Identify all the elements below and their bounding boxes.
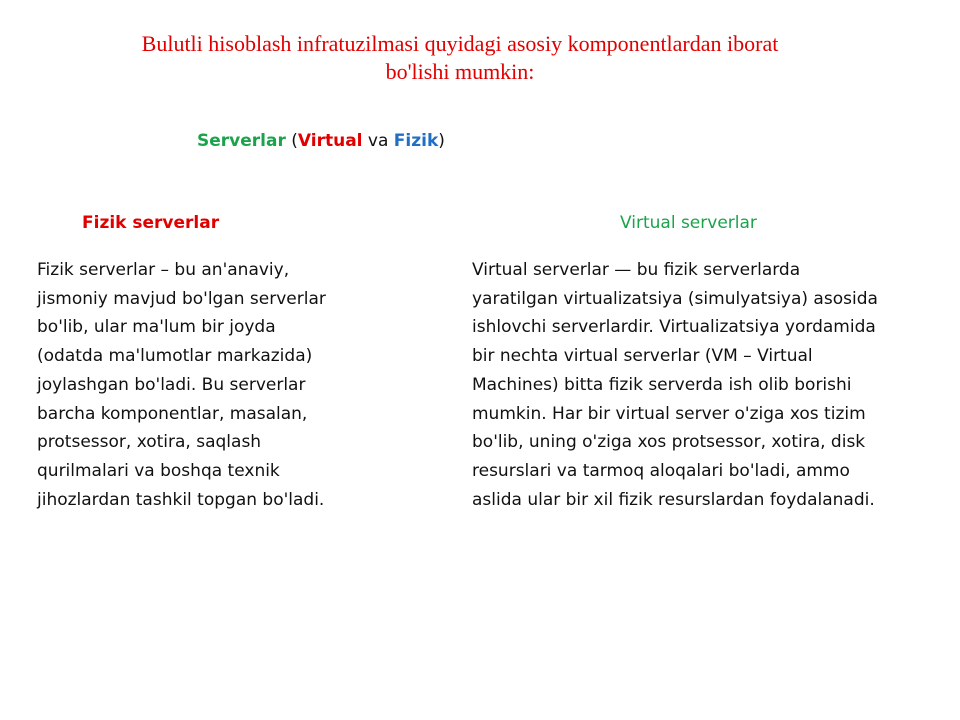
right-column-text: Virtual serverlar — bu fizik serverlarda yaratilgan virtualizatsiya (simulyatsiya) asosida ishlovchi serverlardir. Virtualizatsiya yordamida bir nechta virtual serverlar (VM – Virtual Machines) bitta fizik serverda ish olib borishi mumkin. Har bir virtual server o'ziga xos tizim bo'lib, uning o'ziga xos protsessor, xotira, disk resurslari va tarmoq aloqalari bo'ladi, ammo aslida ular bir xil fizik resurslardan foydalanadi. — [472, 260, 878, 510]
subtitle-fizik: Fizik — [393, 131, 439, 151]
slide-subtitle — [197, 128, 445, 154]
left-column-heading: Fizik serverlar — [82, 213, 220, 233]
left-column-text: Fizik serverlar – bu an'anaviy, jismoniy mavjud bo'lgan serverlar bo'lib, ular ma'lum bir joyda (odatda ma'lumotlar markazida) joylashgan bo'ladi. Bu serverlar barcha komponentlar, masalan, protsessor, xotira, saqlash qurilmalari va boshqa texnik jihozlardan tashkil topgan bo'ladi. — [37, 260, 326, 510]
subtitle-virtual: Virtual — [297, 131, 363, 151]
slide-title: Bulutli hisoblash infratuzilmasi quyidagi asosiy komponentlardan iborat bo'lishi mumkin: — [141, 31, 779, 84]
subtitle-va: va — [362, 131, 394, 151]
right-column-heading: Virtual serverlar — [620, 213, 757, 233]
subtitle-serverlar: Serverlar — [197, 131, 286, 151]
subtitle-open-paren: ( — [285, 131, 298, 151]
subtitle-close-paren: ) — [438, 131, 445, 151]
